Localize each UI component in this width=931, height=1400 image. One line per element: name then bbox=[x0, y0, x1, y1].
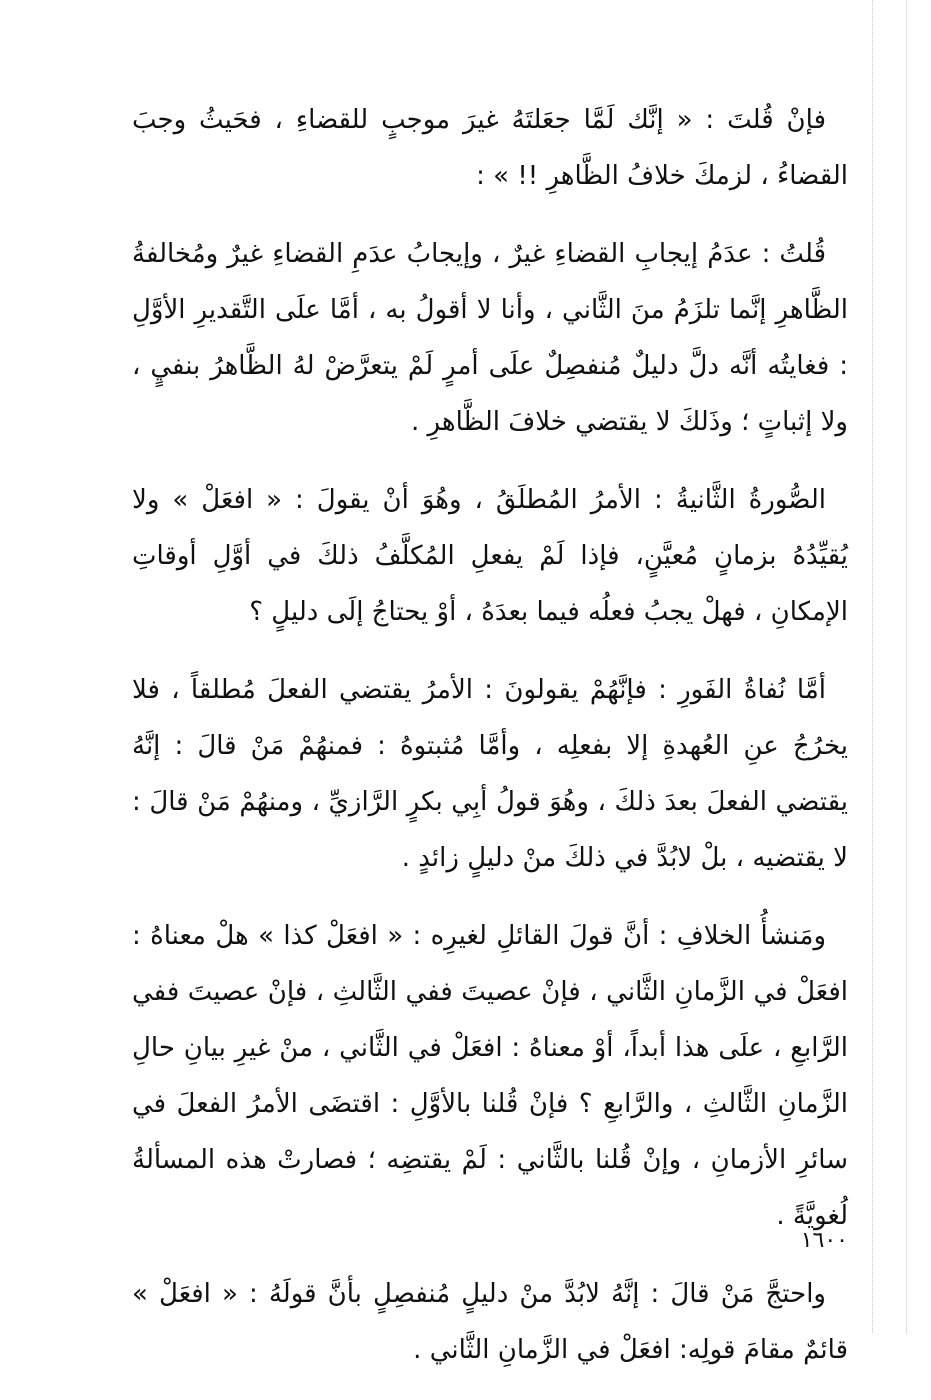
paragraph: واحتجَّ مَنْ قالَ : إنَّهُ لابُدَّ منْ دليلٍ مُنفصِلٍ بأنَّ قولَهُ : « افعَلْ » قائمٌ مقامَ قولِه: افعَلْ في الزَّمانِ الثَّاني . bbox=[132, 1279, 848, 1365]
paragraph: فإنْ قُلتَ : « إنَّك لَمَّا جعَلتَهُ غيرَ موجبٍ للقضاءِ ، فحَيثُ وجبَ القضاءُ ، لزمكَ خلافُ الظَّاهرِ !! » : bbox=[132, 105, 848, 191]
scan-edge-guide bbox=[906, 0, 907, 1333]
page-number: ١٦٠٠ bbox=[800, 1228, 848, 1253]
body-text bbox=[132, 92, 848, 1400]
paragraph: الصُّورةُ الثَّانيةُ : الأمرُ المُطلَقُ ، وهُوَ أنْ يقولَ : « افعَلْ » ولا يُقيِّدُهُ بزمانٍ مُعيَّنٍ، فإذا لَمْ يفعلِ المُكلَّفُ ذلكَ في أوَّلِ أوقاتِ الإمكانِ ، فهلْ يجبُ فعلُه فيما بعدَهُ ، أوْ يحتاجُ إلَى دليلٍ ؟ bbox=[132, 485, 848, 627]
scan-edge-guide bbox=[872, 0, 873, 1333]
paragraph: أمَّا نُفاةُ الفَورِ : فإنَّهُمْ يقولونَ : الأمرُ يقتضي الفعلَ مُطلقاً ، فلا يخرُجُ عنِ العُهدةِ إلا بفعلِه ، وأمَّا مُثبتوهُ : فمنهُمْ مَنْ قالَ : إنَّهُ يقتضي الفعلَ بعدَ ذلكَ ، وهُوَ قولُ أبِي بكرٍ الرَّازيِّ ، ومنهُمْ مَنْ قالَ : لا يقتضيه ، بلْ لابُدَّ في ذلكَ منْ دليلٍ زائدٍ . bbox=[132, 675, 848, 873]
paragraph: قُلتُ : عدَمُ إيجابِ القضاءِ غيرٌ ، وإيجابُ عدَمِ القضاءِ غيرٌ ومُخالفةُ الظَّاهرِ إنَّما تلزَمُ منَ الثَّاني ، وأنا لا أقولُ به ، أمَّا علَى التَّقديرِ الأوَّلِ : فغايتُه أنَّه دلَّ دليلٌ مُنفصِلٌ علَى أمرٍ لَمْ يتعرَّضْ لهُ الظَّاهرُ بنفيٍ ، ولا إثباتٍ ؛ وذَلكَ لا يقتضي خلافَ الظَّاهرِ . bbox=[132, 239, 848, 437]
paragraph: ومَنشأُ الخلافِ : أنَّ قولَ القائلِ لغيرِه : « افعَلْ كذا » هلْ معناهُ : افعَلْ في الزَّمانِ الثَّاني ، فإنْ عصيتَ ففي الثَّالثِ ، فإنْ عصيتَ ففي الرَّابعِ ، علَى هذا أبداً، أوْ معناهُ : افعَلْ في الثَّاني ، منْ غيرِ بيانِ حالِ الزَّمانِ الثَّالثِ ، والرَّابعِ ؟ فإنْ قُلنا بالأوَّلِ : اقتضَى الأمرُ الفعلَ في سائرِ الأزمانِ ، وإنْ قُلنا بالثَّاني : لَمْ يقتضِه ؛ فصارتْ هذه المسألةُ لُغويَّةً . bbox=[132, 921, 848, 1231]
